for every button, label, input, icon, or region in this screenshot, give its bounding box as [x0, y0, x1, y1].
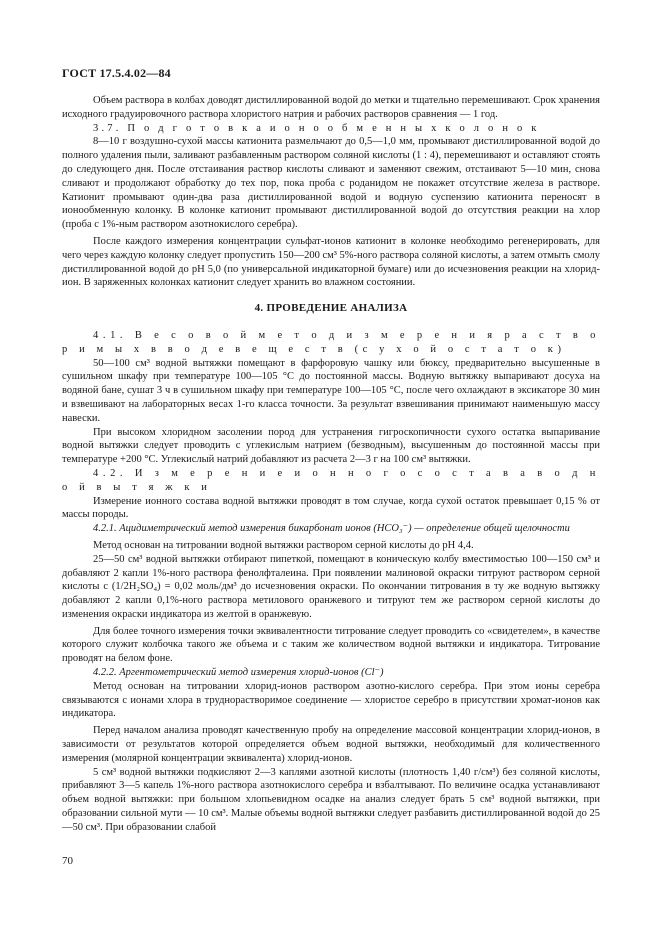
method-heading: 4.2.1. Ацидиметрический метод измерения бикарбонат ионов (HCO₃⁻) — определение общей щелочности — [93, 523, 570, 535]
paragraph: 5 см³ водной вытяжки подкисляют 2—3 каплями азотной кислоты (плотность 1,40 г/см³) без соляной кислоты, прибавляют 3—5 капель 1%-ного раствора азотнокислого серебра и взбалтывают. По величине осадка устанавливают объем водной вытяжки: при большом хлопьевидном осадке на анализ следует брать 5 см³ водной вытяжки, при образовании сильной мути — 10 см³. Малые объемы водной вытяжки следует разбавить дистиллированной водой до 25—50 см³. При образовании слабой — [62, 766, 600, 833]
document-body — [62, 94, 600, 835]
method-heading: 4.2.2. Аргентометрический метод измерения хлорид-ионов (Cl⁻) — [93, 667, 384, 679]
paragraph: После каждого измерения концентрации сульфат-ионов катионит в колонке необходимо регенерировать, для чего через каждую колонку следует пропустить 150—200 см³ 5%-ного раствора соляной кислоты, а затем отмыть смолу дистиллированной водой до pH 5,0 (по универсальной индикаторной бумаге) или до исчезновения реакции на хлорид-ион. В заряженных колонках катионит следует хранить во влажном состоянии. — [62, 235, 600, 289]
paragraph: 50—100 см³ водной вытяжки помещают в фарфоровую чашку или бюксу, предварительно высушенные в сушильном шкафу при температуре 100—105 °С до постоянной массы. Водную вытяжку выпаривают досуха на водяной бане, сушат 3 ч в сушильном шкафу при температуре 100—105 °С, после чего охлаждают в эксикаторе 30 мин и взвешивают на лабораторных весах 1-го класса точности. За результат взвешивания принимают наименьшую массу навески. — [62, 357, 600, 424]
paragraph: Измерение ионного состава водной вытяжки проводят в том случае, когда сухой остаток превышает 0,15 % от массы породы. — [62, 495, 600, 521]
subsection-heading: 3.7. П о д г о т о в к а и о н о о б м е н н ы х к о л о н о к — [93, 122, 540, 134]
paragraph: При высоком хлоридном засолении пород для устранения гигроскопичности сухого остатка выпаривание водной вытяжки следует проводить с углекислым натрием (безводным), высушенным до постоянной массы при температуре +200 °С. Углекислый натрий добавляют из расчета 2—3 г на 100 см³ вытяжки. — [62, 426, 600, 466]
subsection-heading: 4.2. И з м е р е н и е и о н н о г о с о с т а в а в о д н о й в ы т я ж к и — [62, 467, 600, 493]
paragraph: Метод основан на титровании хлорид-ионов раствором азотно-кислого серебра. При этом ионы серебра связываются с ионами хлора в труднорастворимое соединение — хлористое серебро в присутствии хромат-ионов как индикатора. — [62, 680, 600, 720]
section-heading: 4. ПРОВЕДЕНИЕ АНАЛИЗА — [254, 302, 408, 315]
paragraph: Объем раствора в колбах доводят дистиллированной водой до метки и тщательно перемешивают. Срок хранения исходного градуировочного раствора хлористого натрия и рабочих растворов сравнения — 1 год. — [62, 95, 600, 120]
paragraph: 8—10 г воздушно-сухой массы катионита размельчают до 0,5—1,0 мм, промывают дистиллированной водой до полного удаления пыли, заливают разбавленным раствором соляной кислоты (1 : 4), перемешивают и оставляют стоять до следующего дня. После отстаивания раствор кислоты сливают и заменяют свежим, отстаивают 5—10 мин, снова сливают и продолжают обработку до тех пор, пока проба с роданидом не покажет отсутствие железа в растворе. Катионит промывают один-два раза дистиллированной водой и водную суспензию катионита переносят в ионообменную колонку. В колонке катионит промывают дистиллированной водой до отсутствия реакции на хлор (проба с 1%-ным раствором азотнокислого серебра). — [62, 136, 600, 231]
page-number: 70 — [62, 855, 73, 867]
paragraph: Для более точного измерения точки эквивалентности титрование следует проводить со «свидетелем», в качестве которого служит колбочка такого же объема и с таким же количеством водной вытяжки и индикатора. Титрование проводят на белом фоне. — [62, 625, 600, 665]
paragraph: Перед началом анализа проводят качественную пробу на определение массовой концентрации хлорид-ионов, в зависимости от результатов которой определяется объем водной вытяжки, необходимый для количественного измерения (молярной концентрации эквивалента) хлорид-ионов. — [62, 725, 600, 764]
page-header: ГОСТ 17.5.4.02—84 — [62, 66, 171, 80]
paragraph: 25—50 см³ водной вытяжки отбирают пипеткой, помещают в коническую колбу вместимостью 100—150 см³ и добавляют 2 капли 1%-ного раствора фенолфталеина. При появлении малиновой окраски титруют раствором серной кислоты c (1/2H₂SO₄) = 0,02 моль/дм³ до исчезновения окраски. По окончании титрования в ту же водную вытяжку добавляют 2 капли 0,1%-ного раствора метилового оранжевого и титруют тем же раствором серной кислоты до изменения окраски индикатора из желтой в оранжевую. — [62, 553, 600, 620]
paragraph: Метод основан на титровании водной вытяжки раствором серной кислоты до pH 4,4. — [93, 539, 474, 551]
subsection-heading: 4.1. В е с о в о й м е т о д и з м е р е н и я р а с т в о р и м ы х в в о д е в е щ е с т в (с у х о й о с т а т о к) — [62, 329, 600, 355]
